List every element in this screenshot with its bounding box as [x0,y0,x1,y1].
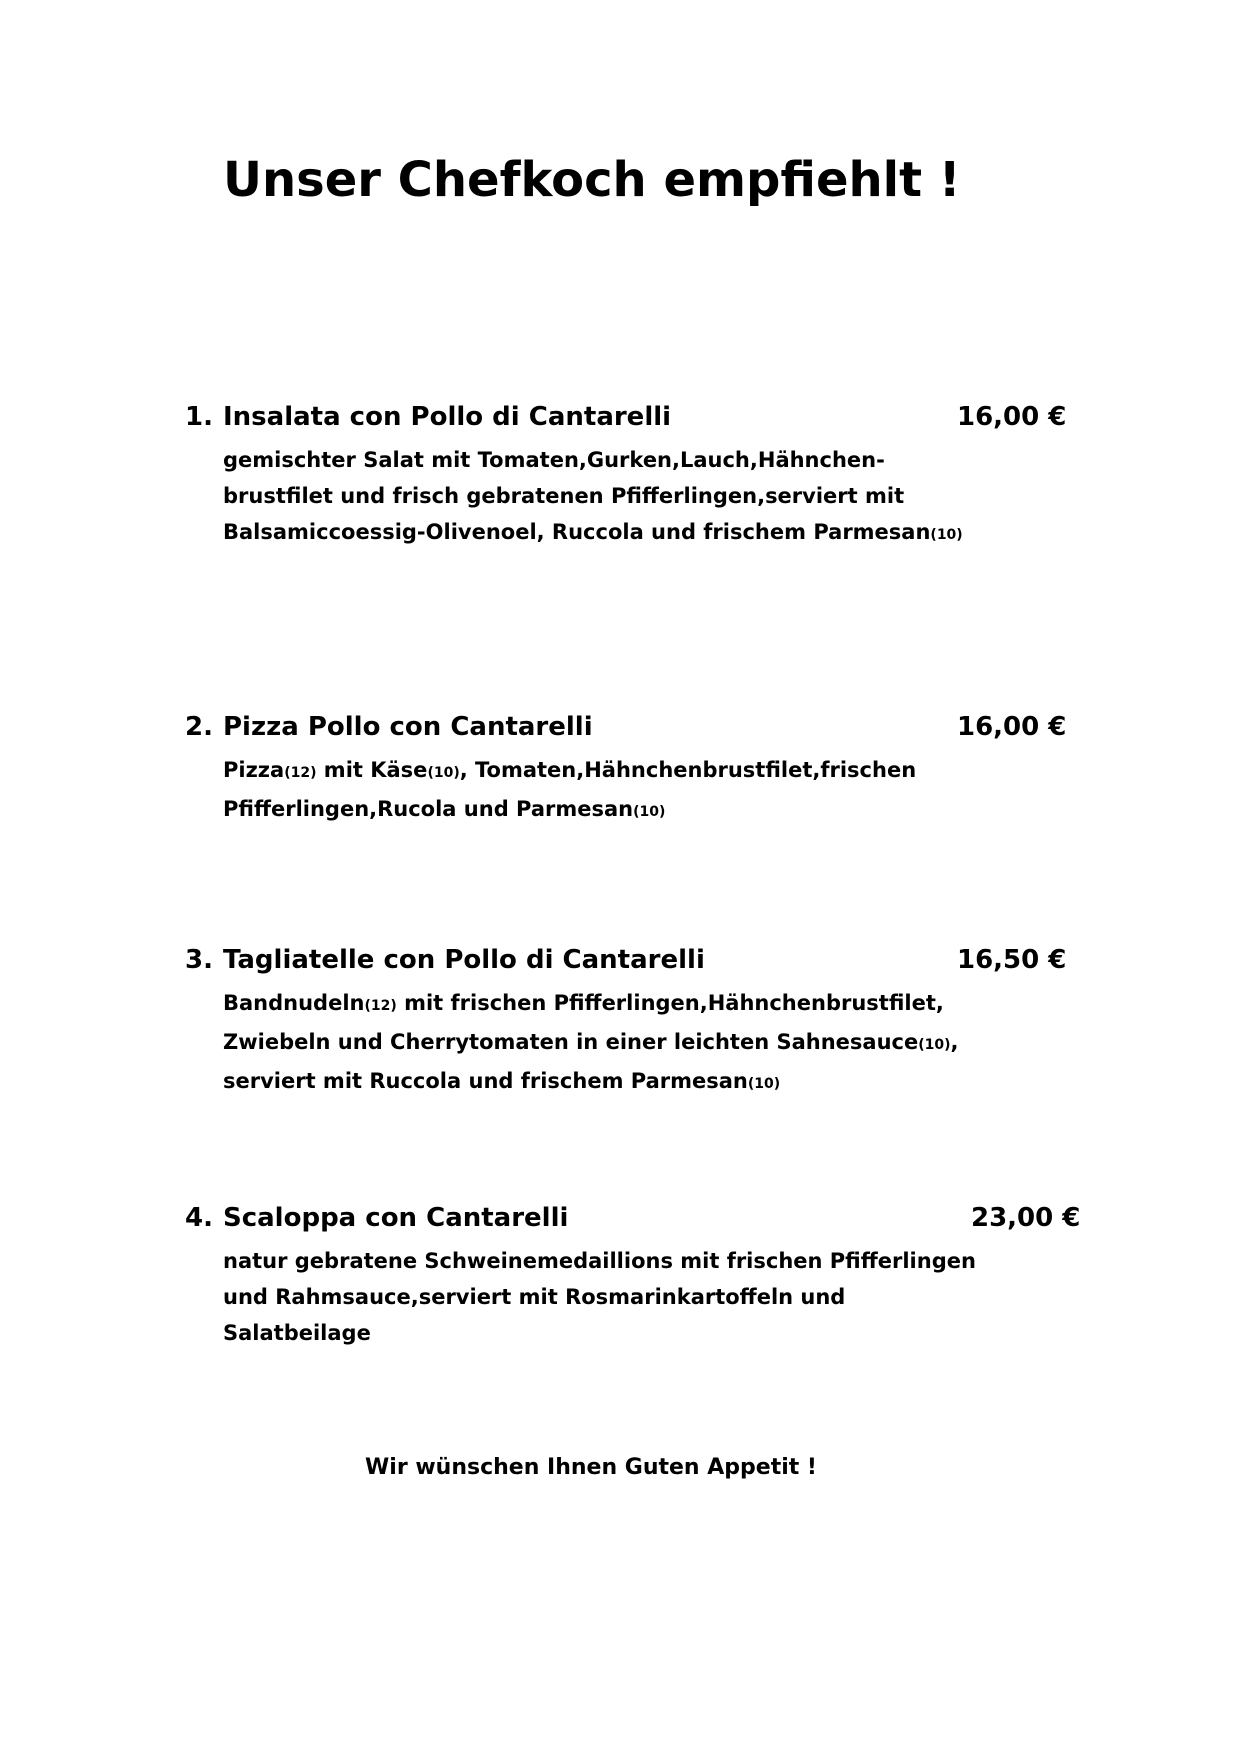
description-line: natur gebratene Schweinemedaillions mit frischen Pfifferlingen [223,1249,976,1273]
item-description [223,1243,1085,1351]
menu-item [185,945,1085,1102]
description-line: serviert mit Ruccola und frischem Parmesan(10) [223,1069,781,1093]
item-name: Insalata con Pollo di Cantarelli [223,402,672,432]
item-number: 2. [185,712,213,742]
description-line: gemischter Salat mit Tomaten,Gurken,Lauch,Hähnchen- [223,448,885,472]
allergen-code: (10) [633,804,666,820]
item-price: 16,00 € [957,712,1067,742]
description-line: Bandnudeln(12) mit frischen Pfifferlingen,Hähnchenbrustfilet, [223,991,944,1015]
description-line: Salatbeilage [223,1321,371,1345]
page-title: Unser Chefkoch empfiehlt ! [223,152,961,208]
item-price: 16,50 € [957,945,1067,975]
allergen-code: (10) [930,527,963,543]
item-name: Scaloppa con Cantarelli [223,1203,569,1233]
item-price: 23,00 € [971,1203,1081,1233]
description-line: Pizza(12) mit Käse(10), Tomaten,Hähnchenbrustfilet,frischen [223,758,917,782]
description-line: und Rahmsauce,serviert mit Rosmarinkartoffeln und [223,1285,846,1309]
description-line: Pfifferlingen,Rucola und Parmesan(10) [223,797,666,821]
item-number: 3. [185,945,213,975]
item-name: Tagliatelle con Pollo di Cantarelli [223,945,705,975]
item-description [223,752,1085,830]
menu-item [185,1203,1085,1351]
item-description [223,985,1085,1102]
item-name: Pizza Pollo con Cantarelli [223,712,593,742]
item-description [223,442,1085,553]
item-number: 4. [185,1203,213,1233]
allergen-code: (10) [427,765,460,781]
menu-item [185,712,1085,830]
description-line: Balsamiccoessig-Olivenoel, Ruccola und frischem Parmesan(10) [223,520,963,544]
item-price: 16,00 € [957,402,1067,432]
description-line: Zwiebeln und Cherrytomaten in einer leichten Sahnesauce(10), [223,1030,959,1054]
allergen-code: (10) [918,1037,951,1053]
description-line: brustfilet und frisch gebratenen Pfifferlingen,serviert mit [223,484,905,508]
menu-item [185,402,1085,553]
allergen-code: (12) [284,765,317,781]
closing-message: Wir wünschen Ihnen Guten Appetit ! [365,1455,817,1480]
allergen-code: (10) [747,1076,781,1092]
allergen-code: (12) [364,998,397,1014]
item-number: 1. [185,402,213,432]
